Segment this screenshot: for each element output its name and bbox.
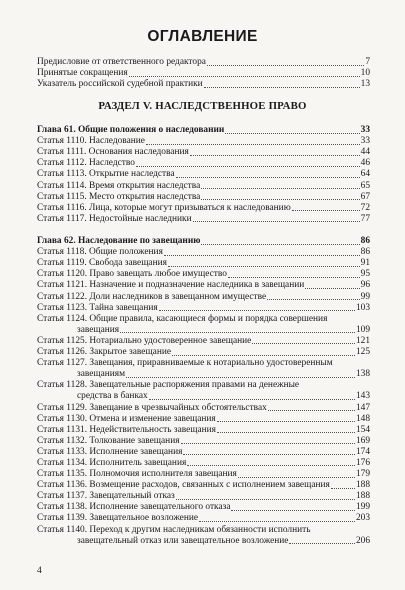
toc-entry <box>37 524 370 535</box>
dot-leader <box>201 244 359 245</box>
toc-entry <box>37 480 370 491</box>
toc-entry-page: 65 <box>360 180 370 191</box>
toc-entry-page: 77 <box>360 213 370 224</box>
toc-entry-text: Статья 1130. Отмена и изменение завещания <box>37 413 216 424</box>
toc-entry-page: 99 <box>360 291 370 302</box>
toc-entry-text: Принятые сокращения <box>37 68 128 79</box>
dot-leader <box>176 499 355 500</box>
toc-entry-text: Статья 1126. Закрытое завещание <box>37 347 172 358</box>
toc-entry-text: Статья 1124. Общие правила, касающиеся формы и порядка совершения <box>37 313 328 324</box>
toc-entry <box>37 136 370 147</box>
toc-entry-text: Указатель российской судебной практики <box>37 79 203 90</box>
dot-leader <box>228 277 360 278</box>
toc-entry <box>37 436 370 447</box>
toc-entry-text: Статья 1132. Толкование завещания <box>37 435 180 446</box>
toc-entry-page: 72 <box>360 202 370 213</box>
dot-leader <box>268 410 355 411</box>
dot-leader <box>217 421 355 422</box>
toc-entry-text: Статья 1127. Завещания, приравниваемые к нотариально удостоверенным <box>37 358 333 369</box>
toc-entry-text: Статья 1120. Право завещать любое имущество <box>37 269 227 280</box>
toc-title: ОГЛАВЛЕНИЕ <box>147 28 258 45</box>
toc-entry-text: Статья 1137. Завещательный отказ <box>37 491 175 502</box>
toc-entry <box>37 536 370 547</box>
dot-leader <box>204 87 360 88</box>
toc-entry <box>37 414 370 425</box>
toc-entry-text: Статья 1128. Завещательные распоряжения правами на денежные <box>37 380 300 391</box>
dot-leader <box>146 144 360 145</box>
toc-entry-page: 203 <box>355 513 370 524</box>
toc-entry-page: 174 <box>355 446 370 457</box>
dot-leader <box>126 377 355 378</box>
toc-entry <box>37 68 370 79</box>
toc-entry-text: Статья 1123. Тайна завещания <box>37 302 158 313</box>
toc-entry <box>37 491 370 502</box>
toc-entry <box>37 169 370 180</box>
toc-entry <box>37 147 370 158</box>
toc-entry <box>37 402 370 413</box>
toc-entry <box>37 336 370 347</box>
section-title: РАЗДЕЛ V. НАСЛЕДСТВЕННОЕ ПРАВО <box>98 100 307 112</box>
toc-entry-text: Статья 1133. Исполнение завещания <box>37 446 183 457</box>
toc-entry <box>37 391 370 402</box>
toc-entry <box>37 347 370 358</box>
dot-leader <box>149 399 355 400</box>
toc-entry <box>37 269 370 280</box>
toc-entry-page: 44 <box>360 147 370 158</box>
toc-entry <box>37 447 370 458</box>
toc-entry-text: Статья 1131. Недействительность завещания <box>37 424 216 435</box>
toc-entry-page: 13 <box>360 79 370 90</box>
toc-entry <box>37 280 370 291</box>
toc-entry <box>37 192 370 203</box>
toc-entry-text: Глава 61. Общие положения о наследовании <box>37 125 225 136</box>
front-matter-list <box>37 57 370 90</box>
toc-entry <box>37 291 370 302</box>
toc-entry <box>37 458 370 469</box>
toc-entry <box>37 502 370 513</box>
toc-entry-page: 179 <box>355 469 370 480</box>
toc-entry-page: 154 <box>355 424 370 435</box>
toc-entry-page: 64 <box>360 169 370 180</box>
toc-entry-text: Статья 1119. Свобода завещания <box>37 258 167 269</box>
toc-entry <box>37 203 370 214</box>
toc-entry-page: 199 <box>355 502 370 513</box>
dot-leader <box>129 76 360 77</box>
dot-leader <box>207 65 364 66</box>
dot-leader <box>181 443 355 444</box>
dot-leader <box>172 355 355 356</box>
toc-entry <box>37 513 370 524</box>
dot-leader <box>217 432 355 433</box>
toc-entry-page: 91 <box>360 258 370 269</box>
toc-entry-page: 188 <box>355 491 370 502</box>
toc-entry-text: Статья 1134. Исполнитель завещания <box>37 457 187 468</box>
dot-leader <box>183 454 355 455</box>
toc-entry <box>37 325 370 336</box>
dot-leader <box>187 465 355 466</box>
toc-entry-page: 138 <box>355 369 370 380</box>
dot-leader <box>164 255 360 256</box>
chapter-61-list <box>37 125 370 225</box>
dot-leader <box>225 133 359 134</box>
toc-entry-page: 169 <box>355 435 370 446</box>
toc-entry-text: Статья 1125. Нотариально удостоверенное завещание <box>37 335 252 346</box>
toc-entry-page: 121 <box>355 335 370 346</box>
dot-leader <box>289 543 355 544</box>
toc-entry-text: завещания <box>77 324 120 335</box>
toc-entry-text: Статья 1121. Назначение и подназначение наследника в завещании <box>37 280 305 291</box>
toc-entry-page: 95 <box>360 269 370 280</box>
toc-entry-text: Статья 1118. Общие положения <box>37 247 163 258</box>
chapter-62-list <box>37 236 370 547</box>
toc-entry-text: Статья 1114. Время открытия наследства <box>37 180 201 191</box>
dot-leader <box>267 299 359 300</box>
toc-entry-text: Статья 1113. Открытие наследства <box>37 169 175 180</box>
toc-entry-page: 147 <box>355 402 370 413</box>
dot-leader <box>238 477 355 478</box>
toc-entry-text: средства в банках <box>77 391 148 402</box>
toc-entry-page: 10 <box>360 68 370 79</box>
toc-entry-text: Статья 1115. Место открытия наследства <box>37 191 201 202</box>
toc-entry-page: 46 <box>360 158 370 169</box>
toc-entry-text: Статья 1140. Переход к другим наследникам обязанности исполнить <box>37 524 311 535</box>
toc-entry-page: 86 <box>360 236 370 247</box>
dot-leader <box>201 199 359 200</box>
toc-chapter-entry <box>37 236 370 247</box>
dot-leader <box>231 510 354 511</box>
toc-entry-text: Предисловие от ответственного редактора <box>37 57 206 68</box>
toc-entry-page: 86 <box>360 247 370 258</box>
toc-entry <box>37 258 370 269</box>
toc-entry-text: завещательный отказ или завещательное возложение <box>77 535 289 546</box>
toc-entry <box>37 314 370 325</box>
toc-entry <box>37 303 370 314</box>
dot-leader <box>331 488 355 489</box>
toc-entry <box>37 425 370 436</box>
toc-entry-text: завещаниям <box>77 369 126 380</box>
toc-entry-page: 176 <box>355 457 370 468</box>
toc-chapter-entry <box>37 125 370 136</box>
dot-leader <box>176 177 360 178</box>
toc-entry-text: Статья 1129. Завещание в чрезвычайных обстоятельствах <box>37 402 267 413</box>
toc-entry-page: 143 <box>355 391 370 402</box>
dot-leader <box>305 288 359 289</box>
dot-leader <box>193 221 360 222</box>
toc-entry <box>37 369 370 380</box>
toc-entry-page: 188 <box>355 480 370 491</box>
toc-entry-text: Статья 1122. Доли наследников в завещанном имуществе <box>37 291 267 302</box>
dot-leader <box>159 310 355 311</box>
toc-entry-page: 109 <box>355 324 370 335</box>
dot-leader <box>292 210 360 211</box>
toc-entry-text: Статья 1110. Наследование <box>37 136 145 147</box>
toc-entry-page: 7 <box>365 57 370 68</box>
toc-entry-text: Статья 1116. Лица, которые могут призываться к наследованию <box>37 202 291 213</box>
toc-entry <box>37 247 370 258</box>
dot-leader <box>199 521 355 522</box>
dot-leader <box>136 166 360 167</box>
toc-entry <box>37 469 370 480</box>
toc-entry-page: 33 <box>360 125 370 136</box>
toc-entry-text: Статья 1138. Исполнение завещательного отказа <box>37 502 231 513</box>
toc-entry-text: Статья 1111. Основания наследования <box>37 147 189 158</box>
toc-entry-page: 148 <box>355 413 370 424</box>
toc-entry <box>37 380 370 391</box>
dot-leader <box>190 155 360 156</box>
dot-leader <box>201 188 359 189</box>
toc-entry <box>37 180 370 191</box>
toc-entry-page: 206 <box>355 535 370 546</box>
toc-entry-page: 125 <box>355 347 370 358</box>
toc-entry-text: Статья 1117. Недостойные наследники <box>37 213 192 224</box>
toc-entry-text: Статья 1139. Завещательное возложение <box>37 513 199 524</box>
toc-entry-text: Статья 1136. Возмещение расходов, связанных с исполнением завещания <box>37 480 330 491</box>
toc-entry-page: 67 <box>360 191 370 202</box>
toc-entry-text: Статья 1135. Полномочия исполнителя завещания <box>37 469 237 480</box>
toc-entry-text: Глава 62. Наследование по завещанию <box>37 236 201 247</box>
dot-leader <box>168 266 360 267</box>
toc-entry-page: 103 <box>355 302 370 313</box>
toc-entry-page: 96 <box>360 280 370 291</box>
toc-entry-text: Статья 1112. Наследство <box>37 158 135 169</box>
dot-leader <box>252 343 355 344</box>
toc-entry <box>37 358 370 369</box>
toc-entry <box>37 57 370 68</box>
page-number: 4 <box>37 566 42 576</box>
toc-entry <box>37 158 370 169</box>
toc-entry <box>37 214 370 225</box>
toc-entry-page: 33 <box>360 136 370 147</box>
toc-entry <box>37 79 370 90</box>
dot-leader <box>120 332 355 333</box>
